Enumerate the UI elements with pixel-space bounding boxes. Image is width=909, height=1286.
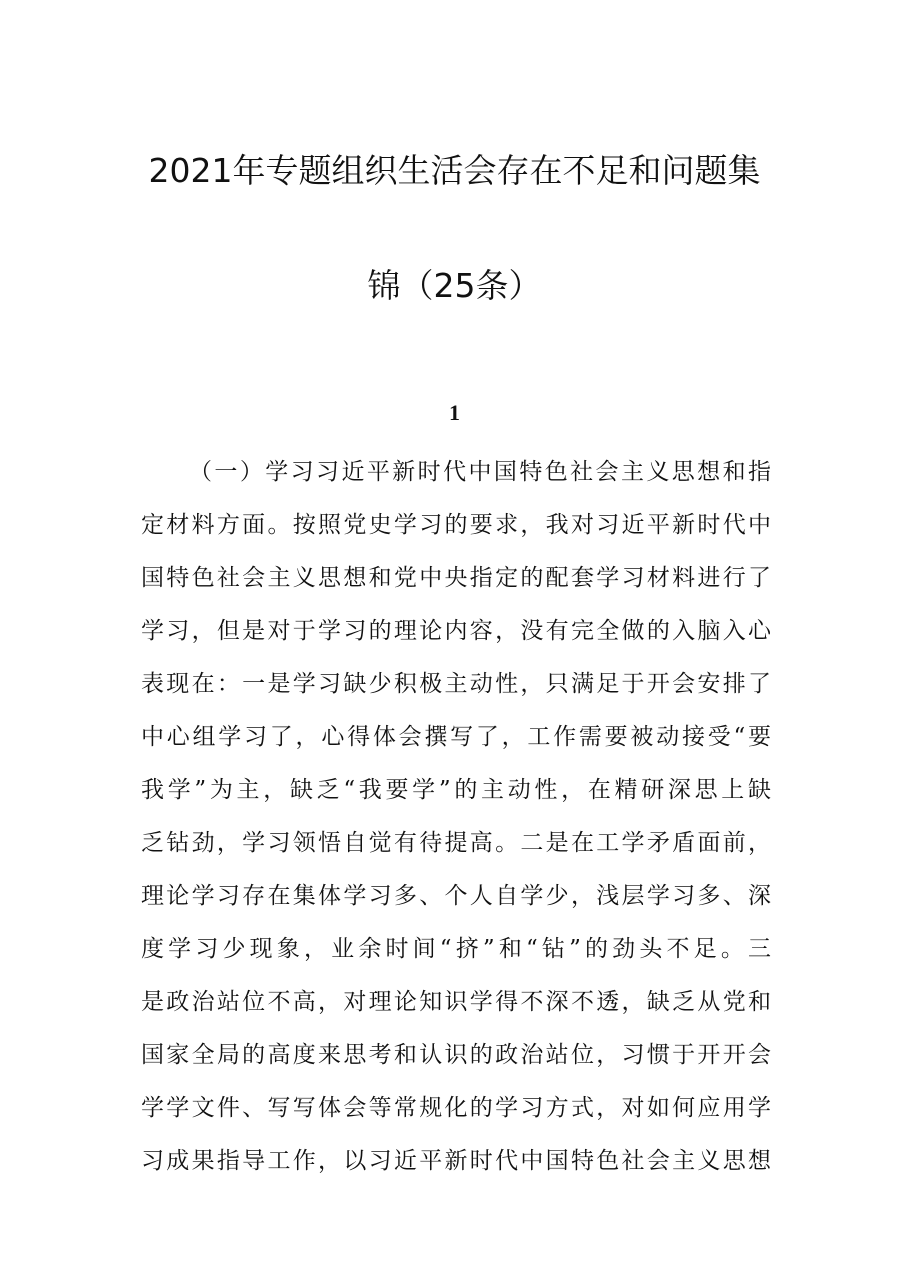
body-line: 理论学习存在集体学习多、个人自学少，浅层学习多、深 — [141, 883, 771, 909]
section-number: 1 — [449, 400, 460, 425]
body-line: 国家全局的高度来思考和认识的政治站位，习惯于开开会 — [141, 1042, 771, 1068]
body-line: 我学”为主，缺乏“我要学”的主动性，在精研深思上缺 — [141, 777, 771, 803]
body-line: 表现在：一是学习缺少积极主动性，只满足于开会安排了 — [141, 671, 771, 697]
body-line: 是政治站位不高，对理论知识学得不深不透，缺乏从党和 — [141, 989, 771, 1015]
body-line: 习成果指导工作，以习近平新时代中国特色社会主义思想 — [141, 1148, 771, 1174]
body-line: 定材料方面。按照党史学习的要求，我对习近平新时代中 — [141, 512, 771, 538]
body-line: 学习，但是对于学习的理论内容，没有完全做的入脑入心 — [141, 618, 771, 644]
body-line: 中心组学习了，心得体会撰写了，工作需要被动接受“要 — [141, 724, 771, 750]
body-line: （一）学习习近平新时代中国特色社会主义思想和指 — [189, 459, 771, 485]
body-line: 乏钻劲，学习领悟自觉有待提高。二是在工学矛盾面前， — [141, 830, 771, 856]
body-line: 学学文件、写写体会等常规化的学习方式，对如何应用学 — [141, 1095, 771, 1121]
body-line: 度学习少现象，业余时间“挤”和“钻”的劲头不足。三 — [141, 936, 771, 962]
document-title-line-2: 锦（25条） — [367, 266, 542, 305]
body-line: 国特色社会主义思想和党中央指定的配套学习材料进行了 — [141, 565, 771, 591]
document-title-line-1: 2021年专题组织生活会存在不足和问题集 — [148, 151, 761, 190]
